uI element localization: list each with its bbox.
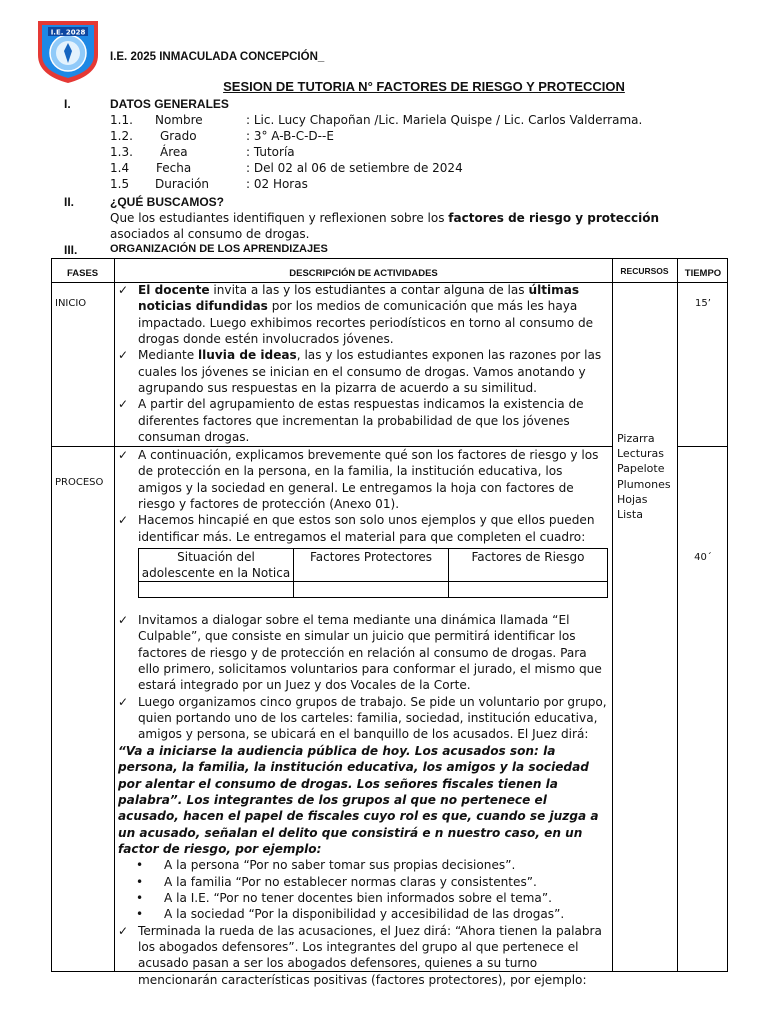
bullet-icon: •	[136, 858, 144, 873]
resource-item: Lecturas	[617, 447, 665, 461]
time-inicio: 15’	[695, 298, 711, 309]
check-icon: ✓	[118, 923, 129, 938]
general-value: : Tutoría	[246, 145, 295, 159]
section-title: DATOS GENERALES	[110, 97, 229, 111]
general-value: : Del 02 al 06 de setiembre de 2024	[246, 161, 463, 175]
check-icon: ✓	[118, 613, 129, 628]
inner-header: Factores Protectores	[294, 549, 449, 582]
page-title: SESION DE TUTORIA N° FACTORES DE RIESGO Y PROTECCION	[223, 79, 625, 94]
section-number: III.	[64, 243, 78, 257]
check-icon: ✓	[118, 397, 129, 412]
inner-header: Situación del adolescente en la Notica	[139, 549, 294, 582]
inner-cell	[294, 582, 449, 598]
list-item: ✓ A partir del agrupamiento de estas respuestas indicamos la existencia de diferentes factores que incrementan la probabilidad de que los jóvenes consuman drogas.	[118, 397, 584, 445]
section-number: II.	[64, 195, 75, 209]
bullet-icon: •	[136, 890, 144, 905]
header-recursos: RECURSOS	[620, 266, 669, 276]
logo-text: I.E. 2028	[50, 28, 86, 37]
time-proceso: 40´	[694, 552, 712, 563]
list-item: ✓ Mediante lluvia de ideas, las y los estudiantes exponen las razones por las cuales los jóvenes se inician en el consumo de drogas. Vamos anotando y agrupando sus respuestas en la pizarra de acuerdo a su similitud.	[118, 348, 602, 396]
general-label: Duración	[155, 177, 210, 191]
school-name: I.E. 2025 INMACULADA CONCEPCIÓN_	[110, 51, 325, 63]
check-icon: ✓	[118, 513, 129, 528]
resource-item: Hojas	[617, 492, 648, 506]
general-num: 1.5	[110, 177, 130, 191]
list-item: • A la persona “Por no saber tomar sus propias decisiones”.	[136, 858, 516, 873]
list-item: ✓ Hacemos hincapié en que estos son solo unos ejemplos y que ellos pueden identificar más. Le entregamos el material para que completen el cuadro:	[118, 513, 595, 544]
bullet-icon: •	[136, 874, 144, 889]
inner-header: Factores de Riesgo	[449, 549, 608, 582]
section-number: I.	[64, 97, 71, 111]
list-item: ✓ El docente invita a las y los estudiantes a contar alguna de las últimas noticias difundidas por los medios de comunicación que más les haya impactado. Luego exhibimos recortes periodísticos en torno al consumo de drogas donde estén involucrados jóvenes.	[118, 283, 594, 347]
header-fases: FASES	[67, 268, 99, 279]
section-title: ORGANIZACIÓN DE LOS APRENDIZAJES	[110, 243, 328, 255]
list-item: ✓ Terminada la rueda de las acusaciones, el Juez dirá: “Ahora tienen la palabra los abogados defensores”. Los integrantes del grupo al que pertenece el acusado pasan a ser los abogados defensores, quienes a su turno mencionarán características positivas (factores protectores), por ejemplo:	[118, 923, 602, 987]
bullet-icon: •	[136, 907, 144, 922]
general-label: Nombre	[155, 113, 203, 127]
purpose-text: Que los estudiantes identifiquen y reflexionen sobre los factores de riesgo y protección asociados al consumo de drogas.	[110, 211, 660, 241]
check-icon: ✓	[118, 448, 129, 462]
school-logo	[34, 15, 102, 85]
inner-cell	[139, 582, 294, 598]
resource-item: Papelote	[617, 462, 665, 476]
list-item: ✓ A continuación, explicamos brevemente qué son los factores de riesgo y los de protección en la persona, en la familia, la institución educativa, los amigos y la sociedad en general. Le entregamos la hoja con factores de riesgo y factores de protección (Anexo 01).	[118, 448, 599, 512]
phase-proceso: PROCESO	[55, 477, 104, 488]
judge-quote: “Va a iniciarse la audiencia pública de hoy. Los acusados son: la persona, la familia, la institución educativa, los amigos y la sociedad por alentar el consumo de drogas. Los señores fiscales tienen la palabra”. Los integrantes de los grupos al que no pertenece el acusado, hacen el papel de fiscales cuyo rol es que, cuando se juzga a un acusado, señalan el delito que consistirá e n nuestro caso, en un factor de riesgo, por ejemplo:	[118, 743, 599, 856]
check-icon: ✓	[118, 694, 129, 709]
general-num: 1.3.	[110, 145, 133, 159]
list-item: • A la familia “Por no establecer normas claras y consistentes”.	[136, 874, 537, 889]
header-descripcion: DESCRIPCIÓN DE ACTIVIDADES	[289, 268, 438, 279]
header-tiempo: TIEMPO	[684, 268, 722, 279]
resource-item: Plumones	[617, 477, 671, 491]
general-num: 1.2.	[110, 129, 133, 143]
resource-item: Pizarra	[617, 432, 655, 445]
resource-item: Lista	[617, 508, 643, 522]
inner-table	[138, 548, 608, 598]
general-num: 1.1.	[110, 113, 133, 127]
general-value: : 02 Horas	[246, 177, 308, 191]
check-icon: ✓	[118, 283, 129, 297]
general-value: : Lic. Lucy Chapoñan /Lic. Mariela Quispe / Lic. Carlos Valderrama.	[246, 113, 643, 127]
proceso-activities	[118, 447, 610, 988]
list-item: ✓ Invitamos a dialogar sobre el tema mediante una dinámica llamada “El Culpable”, que consiste en simular un juicio que permitirá identificar los factores de riesgo y de protección en relación al consumo de drogas. Para ello primero, solicitamos voluntarios para conformar el jurado, el mismo que estará integrado por un Juez y dos Vocales de la Corte.	[118, 613, 602, 693]
general-label: Fecha	[156, 161, 192, 175]
list-item: ✓ Luego organizamos cinco grupos de trabajo. Se pide un voluntario por grupo, quien portando uno de los carteles: familia, sociedad, institución educativa, amigos y persona, se ubicará en el banquillo de los acusados. El Juez dirá:	[118, 694, 607, 742]
list-item: • A la I.E. “Por no tener docentes bien informados sobre el tema”.	[136, 890, 552, 905]
list-item: • A la sociedad “Por la disponibilidad y accesibilidad de las drogas”.	[136, 907, 565, 922]
general-value: : 3° A-B-C-D--E	[246, 129, 334, 143]
general-label: Grado	[160, 129, 197, 143]
inicio-activities	[118, 282, 610, 445]
phase-inicio: INICIO	[55, 298, 87, 309]
resources-list	[617, 431, 671, 522]
check-icon: ✓	[118, 348, 129, 363]
general-label: Área	[160, 145, 188, 159]
general-num: 1.4	[110, 161, 130, 175]
inner-cell	[449, 582, 608, 598]
section-title: ¿QUÉ BUSCAMOS?	[110, 195, 224, 209]
